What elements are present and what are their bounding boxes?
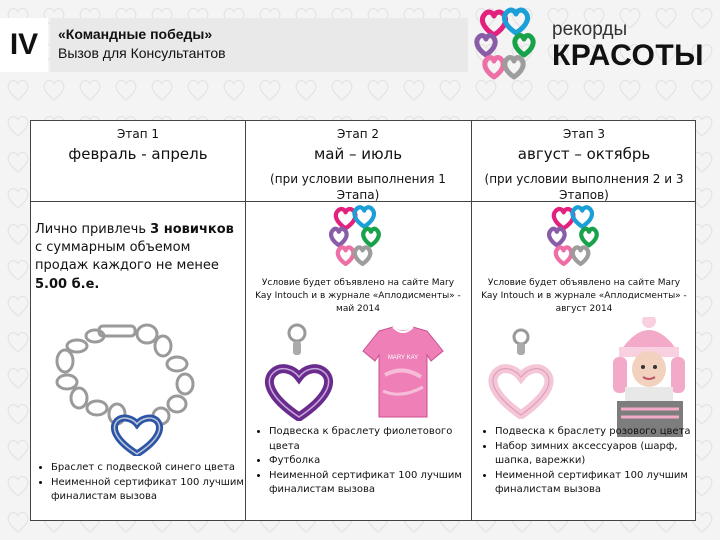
hearts-logo-icon <box>472 5 550 83</box>
winter-girl-image <box>605 317 693 437</box>
purple-heart-charm-image <box>259 321 339 421</box>
stage-3-header <box>479 127 689 203</box>
prize-item: • Неименной сертификат 100 лучшим финалистам вызова <box>495 469 701 498</box>
goal-amount: 5.00 б.е. <box>35 276 100 292</box>
stage-period: май – июль <box>313 145 403 163</box>
stage-period: август – октябрь <box>517 145 651 163</box>
stage-1-header <box>31 127 245 163</box>
stage-condition: (при условии выполнения 1 Этапа) <box>270 172 446 203</box>
goal-text-part: с суммарным объемом продаж каждого не менее <box>35 240 219 274</box>
pink-heart-charm-image <box>483 327 557 419</box>
prize-item: • Набор зимних аксессуаров (шарф, шапка, варежки) <box>495 440 701 469</box>
stage-3-note: Условие будет объявлено на сайте Mary Kay Intouch и в журнале «Аплодисменты» - август 2014 <box>481 278 687 315</box>
hearts-logo-icon <box>545 203 611 269</box>
header-band <box>50 18 468 72</box>
stages-table <box>30 120 696 521</box>
brand-line1: рекорды <box>552 19 628 40</box>
brand-line2: КРАСОТЫ <box>552 39 705 72</box>
stage-3-prizes <box>479 425 701 498</box>
goal-count: 3 новичков <box>150 222 234 237</box>
bracelet-image <box>37 316 237 456</box>
stage-label: Этап 1 <box>116 127 160 141</box>
stage-1-prizes <box>35 461 255 505</box>
section-number: IV <box>0 18 48 72</box>
stage-2-prizes <box>253 425 475 498</box>
page-subtitle: Вызов для Консультантов <box>58 45 226 61</box>
stage-2-header <box>253 127 463 203</box>
stage-period: февраль - апрель <box>68 145 208 163</box>
stage-label: Этап 2 <box>336 127 380 141</box>
prize-item: • Браслет с подвеской синего цвета <box>51 461 255 476</box>
hearts-logo-icon <box>327 203 393 269</box>
prize-item: • Неименной сертификат 100 лучшим финалистам вызова <box>269 469 475 498</box>
goal-text <box>35 221 241 294</box>
pink-tshirt-image <box>361 325 445 421</box>
prize-item: • Подвеска к браслету розового цвета <box>495 425 701 440</box>
shirt-text: MARY KAY <box>387 355 419 361</box>
prize-item: • Подвеска к браслету фиолетового цвета <box>269 425 475 454</box>
brand-logo <box>472 5 712 85</box>
page-title: «Командные победы» <box>58 26 213 42</box>
goal-text-part: Лично привлечь <box>35 222 151 237</box>
stage-2-note: Условие будет объявлено на сайте Mary Kay Intouch и в журнале «Аплодисменты» - май 2014 <box>255 278 461 315</box>
prize-item: • Неименной сертификат 100 лучшим финалистам вызова <box>51 476 255 505</box>
prize-item: • Футболка <box>269 454 475 469</box>
stage-condition: (при условии выполнения 2 и 3 Этапов) <box>484 172 684 203</box>
stage-label: Этап 3 <box>562 127 606 141</box>
